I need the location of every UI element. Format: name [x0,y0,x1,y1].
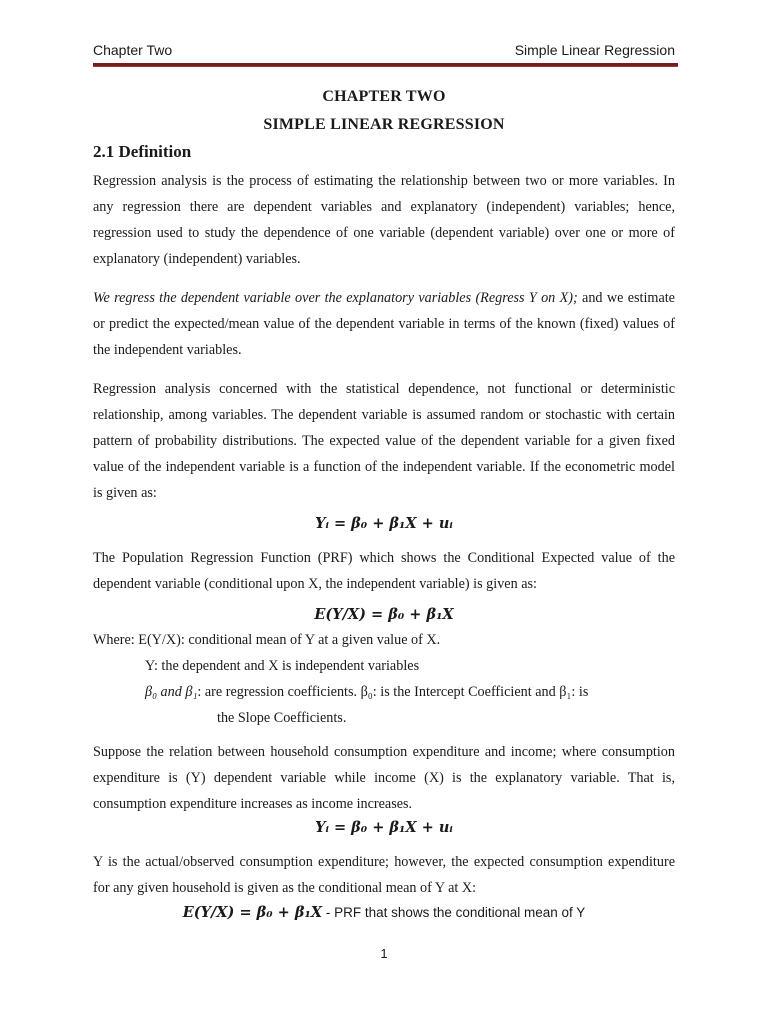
paragraph-definition: Regression analysis is the process of estimating the relationship between two or more variables. In any regression there are dependent variables and explanatory (independent) variables; hence, regression used to study the dependence of one variable (dependent variable) over one or more of explanatory (independent) variables. [93,173,675,267]
section-heading: 2.1 Definition [93,142,192,161]
header-chapter: Chapter Two [93,42,173,58]
where-line-4: the Slope Coefficients. [217,710,347,726]
paragraph-regress-italic: We regress the dependent variable over the explanatory variables (Regress Y on X); [93,290,578,306]
paragraph-regress-rest: and we estimate or predict the expected/mean value of the dependent variable in terms of the known (fixed) values of the independent variables. [93,290,675,358]
chapter-title: CHAPTER TWO [322,88,446,105]
where-line-3 [145,684,588,701]
header-topic: Simple Linear Regression [514,42,675,58]
where-line-1: Where: E(Y/X): conditional mean of Y at a given value of X. [93,632,441,648]
paragraph-regress [93,285,675,363]
paragraph-observed: Y is the actual/observed consumption expenditure; however, the expected consumption expenditure for any given household is given as the conditional mean of Y at X: [93,854,675,896]
chapter-subtitle: SIMPLE LINEAR REGRESSION [263,116,505,133]
coefficients-desc: : are regression coefficients. β₀: is the Intercept Coefficient and β₁: is [197,684,589,700]
running-header [93,42,675,58]
equation-consumption: Yᵢ = β₀ + β₁X + uᵢ [315,819,453,836]
paragraph-prf: The Population Regression Function (PRF) which shows the Conditional Expected value of the dependent variable (conditional upon X, the independent variable) is given as: [93,550,675,592]
where-line-2: Y: the dependent and X is independent variables [145,658,420,674]
equation-note: - PRF that shows the conditional mean of Y [322,905,586,920]
equation-conditional-mean-formula: E(Y/X) = β₀ + β₁X [182,904,323,921]
header-rule [93,63,678,67]
page-number: 1 [380,946,388,961]
equation-prf: E(Y/X) = β₀ + β₁X [314,606,454,623]
paragraph-dependence: Regression analysis concerned with the statistical dependence, not functional or deterministic relationship, among variables. The dependent variable is assumed random or stochastic with certain pattern of probability distributions. The expected value of the dependent variable for a given fixed value of the independent variable is a function of the independent variable. If the econometric model is given as: [93,381,675,501]
coefficients-symbols: β₀ and β₁ [145,684,198,700]
equation-conditional-mean [93,904,675,921]
equation-model: Yᵢ = β₀ + β₁X + uᵢ [315,515,453,532]
paragraph-consumption: Suppose the relation between household consumption expenditure and income; where consumption expenditure is (Y) dependent variable while income (X) is the explanatory variable. That is, consumption expenditure increases as income increases. [93,744,675,812]
